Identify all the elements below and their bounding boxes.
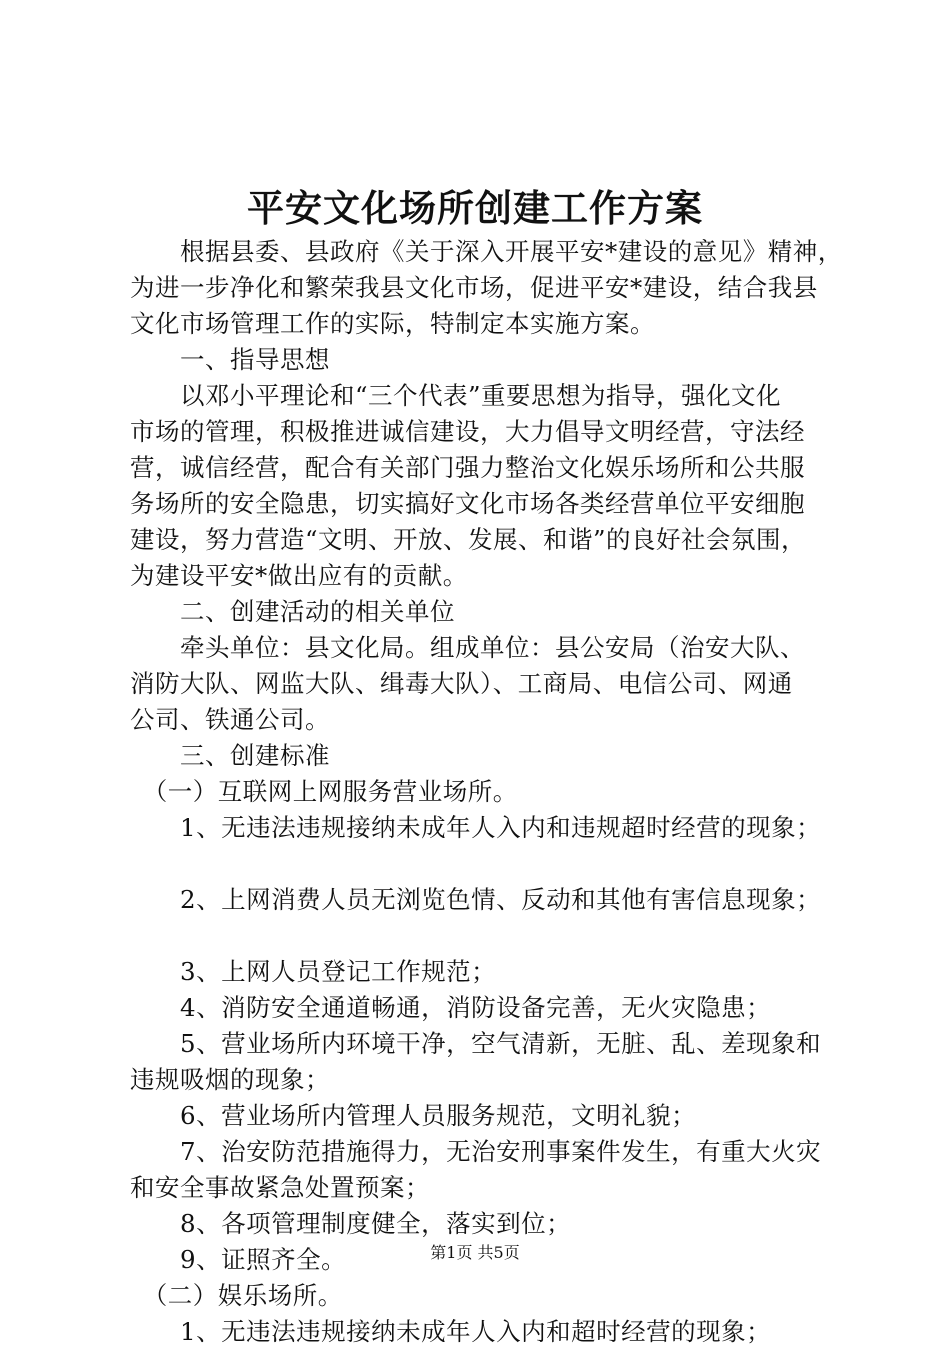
text-line: 以邓小平理论和“三个代表”重要思想为指导，强化文化	[130, 381, 782, 410]
text-line: 5、营业场所内环境干净，空气清新，无脏、乱、差现象和	[130, 1029, 822, 1058]
text-line: 1、无违法违规接纳未成年人入内和违规超时经营的现象；	[130, 813, 822, 842]
text-line: 根据县委、县政府《关于深入开展平安*建设的意见》精神，	[130, 237, 843, 266]
text-line: 和安全事故紧急处置预案；	[130, 1173, 430, 1202]
text-line: 违规吸烟的现象；	[130, 1065, 330, 1094]
page-footer: 第1页 共5页	[430, 1243, 520, 1262]
text-line: 8、各项管理制度健全，落实到位；	[130, 1209, 572, 1238]
blank-line	[130, 846, 835, 882]
document-title: 平安文化场所创建工作方案	[247, 186, 703, 230]
text-line: 牵头单位：县文化局。组成单位：县公安局（治安大队、	[130, 633, 805, 662]
text-line: 建设，努力营造“文明、开放、发展、和谐”的良好社会氛围，	[130, 525, 807, 554]
text-line: 9、证照齐全。	[130, 1245, 347, 1274]
document-body	[130, 234, 843, 1350]
text-line: 4、消防安全通道畅通，消防设备完善，无火灾隐患；	[130, 993, 772, 1022]
text-line: （二）娱乐场所。	[130, 1281, 343, 1310]
text-line: 三、创建标准	[130, 741, 330, 770]
text-line: 营，诚信经营，配合有关部门强力整治文化娱乐场所和公共服	[130, 453, 805, 482]
text-line: 1、无违法违规接纳未成年人入内和超时经营的现象；	[130, 1317, 772, 1346]
text-line: 消防大队、网监大队、缉毒大队）、工商局、电信公司、网通	[130, 669, 793, 698]
text-line: 为进一步净化和繁荣我县文化市场，促进平安*建设，结合我县	[130, 273, 818, 302]
text-line: 7、治安防范措施得力，无治安刑事案件发生，有重大火灾	[130, 1137, 822, 1166]
text-line: 3、上网人员登记工作规范；	[130, 957, 497, 986]
blank-line	[130, 918, 835, 954]
text-line: 务场所的安全隐患，切实搞好文化市场各类经营单位平安细胞	[130, 489, 805, 518]
text-line: 一、指导思想	[130, 345, 330, 374]
text-line: 为建设平安*做出应有的贡献。	[130, 561, 468, 590]
text-line: （一）互联网上网服务营业场所。	[130, 777, 518, 806]
text-line: 市场的管理，积极推进诚信建设，大力倡导文明经营，守法经	[130, 417, 805, 446]
text-line: 2、上网消费人员无浏览色情、反动和其他有害信息现象；	[130, 885, 822, 914]
text-line: 文化市场管理工作的实际，特制定本实施方案。	[130, 309, 655, 338]
text-line: 6、营业场所内管理人员服务规范，文明礼貌；	[130, 1101, 697, 1130]
text-line: 公司、铁通公司。	[130, 705, 330, 734]
text-line: 二、创建活动的相关单位	[130, 597, 455, 626]
